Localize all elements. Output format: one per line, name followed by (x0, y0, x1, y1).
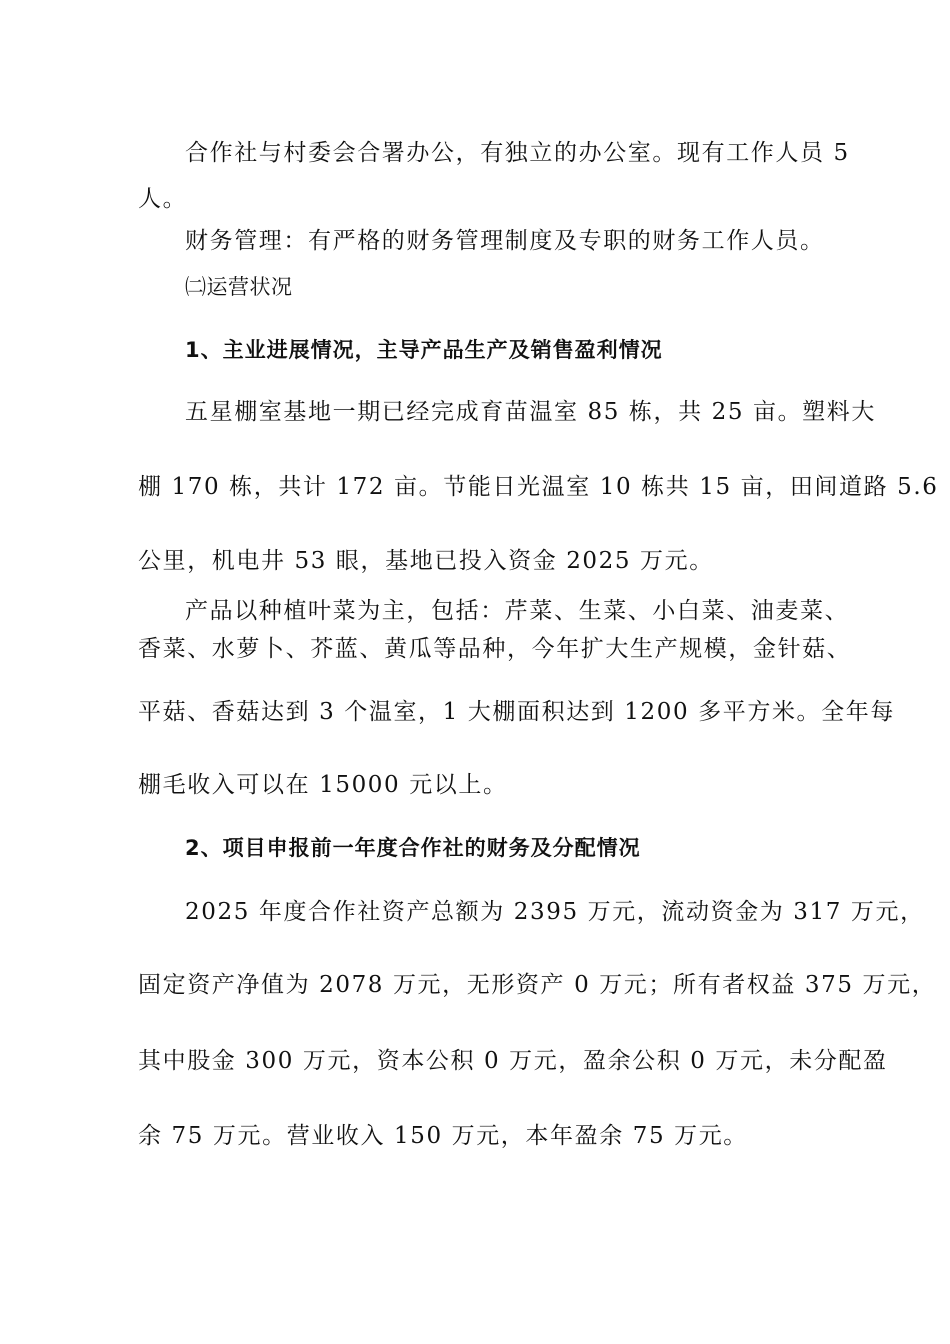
paragraph-products-line-3: 平菇、香菇达到 3 个温室，1 大棚面积达到 1200 多平方米。全年每 (138, 699, 895, 725)
paragraph-base-line-2: 棚 170 栋，共计 172 亩。节能日光温室 10 栋共 15 亩，田间道路 5.6 (138, 474, 939, 500)
paragraph-products-line-1: 产品以种植叶菜为主，包括：芹菜、生菜、小白菜、油麦菜、 (185, 598, 850, 624)
paragraph-finance-line-4: 余 75 万元。营业收入 150 万元，本年盈余 75 万元。 (138, 1123, 748, 1149)
paragraph-products-line-4: 棚毛收入可以在 15000 元以上。 (138, 772, 508, 798)
paragraph-finance-line-2: 固定资产净值为 2078 万元，无形资产 0 万元；所有者权益 375 万元， (138, 972, 937, 998)
paragraph-office-line-2: 人。 (138, 186, 188, 212)
paragraph-finance-line-1: 2025 年度合作社资产总额为 2395 万元，流动资金为 317 万元， (185, 899, 925, 925)
subsection-heading-finance-distribution: 2、项目申报前一年度合作社的财务及分配情况 (185, 836, 641, 860)
paragraph-office-line-1: 合作社与村委会合署办公，有独立的办公室。现有工作人员 5 (185, 140, 850, 166)
paragraph-base-line-3: 公里，机电井 53 眼，基地已投入资金 2025 万元。 (138, 548, 714, 574)
section-heading-operations: ㈡运营状况 (185, 275, 293, 299)
paragraph-base-line-1: 五星棚室基地一期已经完成育苗温室 85 栋，共 25 亩。塑料大 (185, 399, 876, 425)
subsection-heading-main-business: 1、主业进展情况，主导产品生产及销售盈利情况 (185, 338, 663, 362)
paragraph-finance-line-3: 其中股金 300 万元，资本公积 0 万元，盈余公积 0 万元，未分配盈 (138, 1048, 888, 1074)
paragraph-finance-management: 财务管理：有严格的财务管理制度及专职的财务工作人员。 (185, 228, 825, 254)
paragraph-products-line-2: 香菜、水萝卜、芥蓝、黄瓜等品种，今年扩大生产规模，金针菇、 (138, 636, 852, 662)
